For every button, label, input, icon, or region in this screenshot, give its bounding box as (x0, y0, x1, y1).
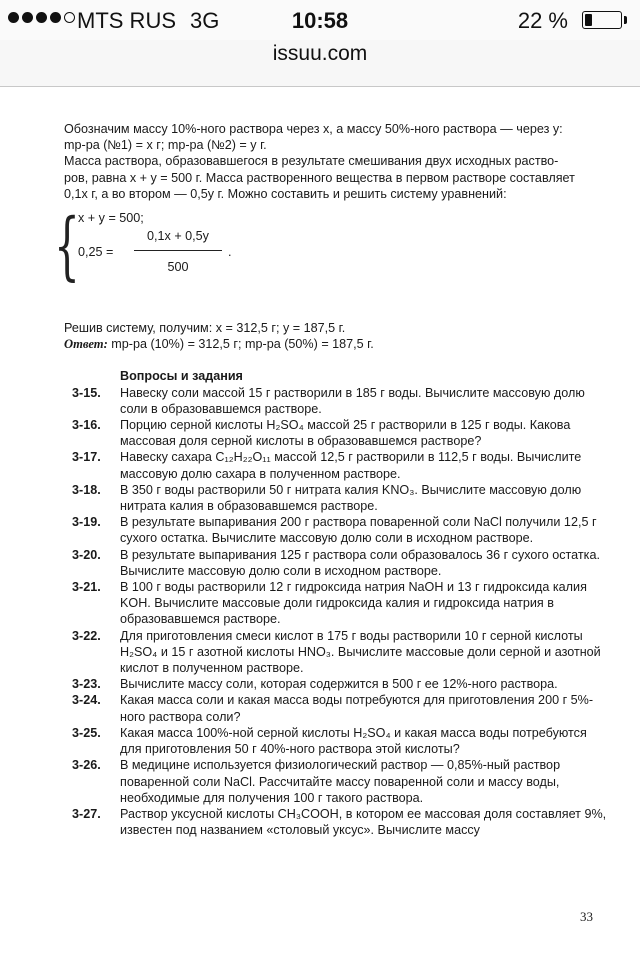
equation-system (54, 203, 609, 298)
task-item (64, 449, 609, 481)
intro-line: ров, равна x + y = 500 г. Масса растворенного вещества в первом растворе составляет (64, 170, 575, 185)
task-text: В результате выпаривания 125 г раствора соли образовалось 36 г сухого остатка. Вычислите массовую долю соли в исходном растворе. (120, 547, 600, 578)
task-text: Порцию серной кислоты H₂SO₄ массой 25 г растворили в 125 г воды. Какова массовая доля серной кислоты в образовавшемся растворе? (120, 418, 571, 449)
battery-percentage: 22 % (517, 8, 568, 33)
answer-label: Ответ: (64, 337, 108, 352)
equation-period: . (228, 245, 232, 260)
url-text[interactable]: issuu.com (272, 42, 368, 65)
task-list (64, 385, 609, 839)
intro-line: Обозначим массу 10%-ного раствора через x, а массу 50%-ного раствора — через y: (64, 122, 563, 136)
answer-text: mр-ра (10%) = 312,5 г; mр-ра (50%) = 187,5 г. (107, 337, 374, 352)
document-page (0, 87, 640, 960)
task-number: 3-22. (72, 628, 101, 643)
battery-icon (582, 11, 622, 29)
address-bar[interactable] (0, 40, 640, 87)
task-text: Для приготовления смеси кислот в 175 г воды растворили 10 г серной кислоты H₂SO₄ и 15 г азотной кислоты HNO₃. Вычислите массовые доли серной и азотной кислот в полученном растворе. (120, 628, 601, 676)
solution-line: Решив систему, получим: x = 312,5 г; y = 187,5 г. (64, 321, 346, 336)
task-text: Навеску соли массой 15 г растворили в 185 г воды. Вычислите массовую долю соли в образовавшемся растворе. (120, 385, 585, 416)
task-item (64, 482, 609, 514)
task-number: 3-18. (72, 482, 101, 497)
task-text: Навеску сахара C₁₂H₂₂O₁₁ массой 12,5 г растворили в 112,5 г воды. Вычислите массовую долю сахара в полученном растворе. (120, 450, 582, 481)
equation-1: x + y = 500; (78, 211, 144, 226)
task-number: 3-26. (72, 758, 101, 773)
task-item (64, 757, 609, 806)
status-time: 10:58 (291, 8, 349, 33)
task-item (64, 725, 609, 757)
task-text: Какая масса соли и какая масса воды потребуются для приготовления 200 г 5%-ного раствора соли? (120, 693, 594, 724)
task-number: 3-19. (72, 515, 101, 530)
task-item (64, 579, 609, 628)
task-text: В 350 г воды растворили 50 г нитрата калия KNO₃. Вычислите массовую долю нитрата калия в образовавшемся растворе. (120, 482, 582, 514)
task-number: 3-27. (72, 806, 101, 821)
task-number: 3-23. (72, 677, 101, 692)
intro-line: 0,1x г, а во втором — 0,5y г. Можно составить и решить систему уравнений: (64, 186, 507, 201)
task-text: В 100 г воды растворили 12 г гидроксида натрия NaOH и 13 г гидроксида калия KOH. Вычислите массовые доли гидроксида калия и гидроксида натрия в образовавшемся растворе. (120, 580, 587, 627)
equation-2-left: 0,25 = (78, 245, 114, 260)
task-item (64, 628, 609, 677)
task-item (64, 514, 609, 546)
task-item (64, 676, 609, 692)
intro-line: mр-ра (№1) = x г; mр-ра (№2) = y г. (64, 138, 267, 153)
task-number: 3-25. (72, 725, 101, 740)
task-number: 3-16. (72, 418, 101, 433)
fraction-numerator: 0,1x + 0,5y (147, 229, 209, 244)
task-text: Раствор уксусной кислоты CH₃COOH, в котором ее массовая доля составляет 9%, известен под названием «столовый уксус». Вычислите массу (120, 806, 607, 838)
task-number: 3-24. (72, 693, 101, 708)
network-type: 3G (190, 8, 220, 33)
task-number: 3-20. (72, 547, 101, 562)
fraction (134, 228, 222, 275)
task-text: В результате выпаривания 200 г раствора поваренной соли NaCl получили 12,5 г сухого остатка. Вычислите массовую долю соли в исходном растворе. (120, 515, 597, 546)
page-number: 33 (580, 909, 593, 924)
task-item (64, 806, 609, 838)
task-text: В медицине используется физиологический раствор — 0,85%-ный раствор поваренной соли NaCl. Рассчитайте массу поваренной соли и массу воды, необходимые для получения 100 г такого раствора. (120, 758, 561, 805)
intro-line: Масса раствора, образовавшегося в результате смешивания двух исходных раство- (64, 154, 559, 169)
task-item (64, 385, 609, 417)
document-content (54, 121, 609, 838)
task-item (64, 417, 609, 449)
section-title: Вопросы и задания (120, 369, 243, 384)
curly-brace-icon: { (54, 203, 80, 290)
battery-fill (585, 14, 592, 26)
task-item (64, 547, 609, 579)
task-number: 3-21. (72, 580, 101, 595)
carrier-name: MTS RUS (77, 8, 176, 33)
task-text: Вычислите массу соли, которая содержится в 500 г ее 12%-ного раствора. (120, 677, 558, 692)
task-number: 3-17. (72, 450, 101, 465)
fraction-denominator: 500 (134, 250, 222, 275)
answer-line (64, 336, 609, 352)
task-item (64, 692, 609, 724)
task-number: 3-15. (72, 385, 101, 400)
battery-tip (624, 16, 627, 24)
task-text: Какая масса 100%-ной серной кислоты H₂SO₄ и какая масса воды потребуются для приготовления 50 г 40%-ного раствора этой кислоты? (120, 725, 587, 757)
status-bar (0, 0, 640, 40)
